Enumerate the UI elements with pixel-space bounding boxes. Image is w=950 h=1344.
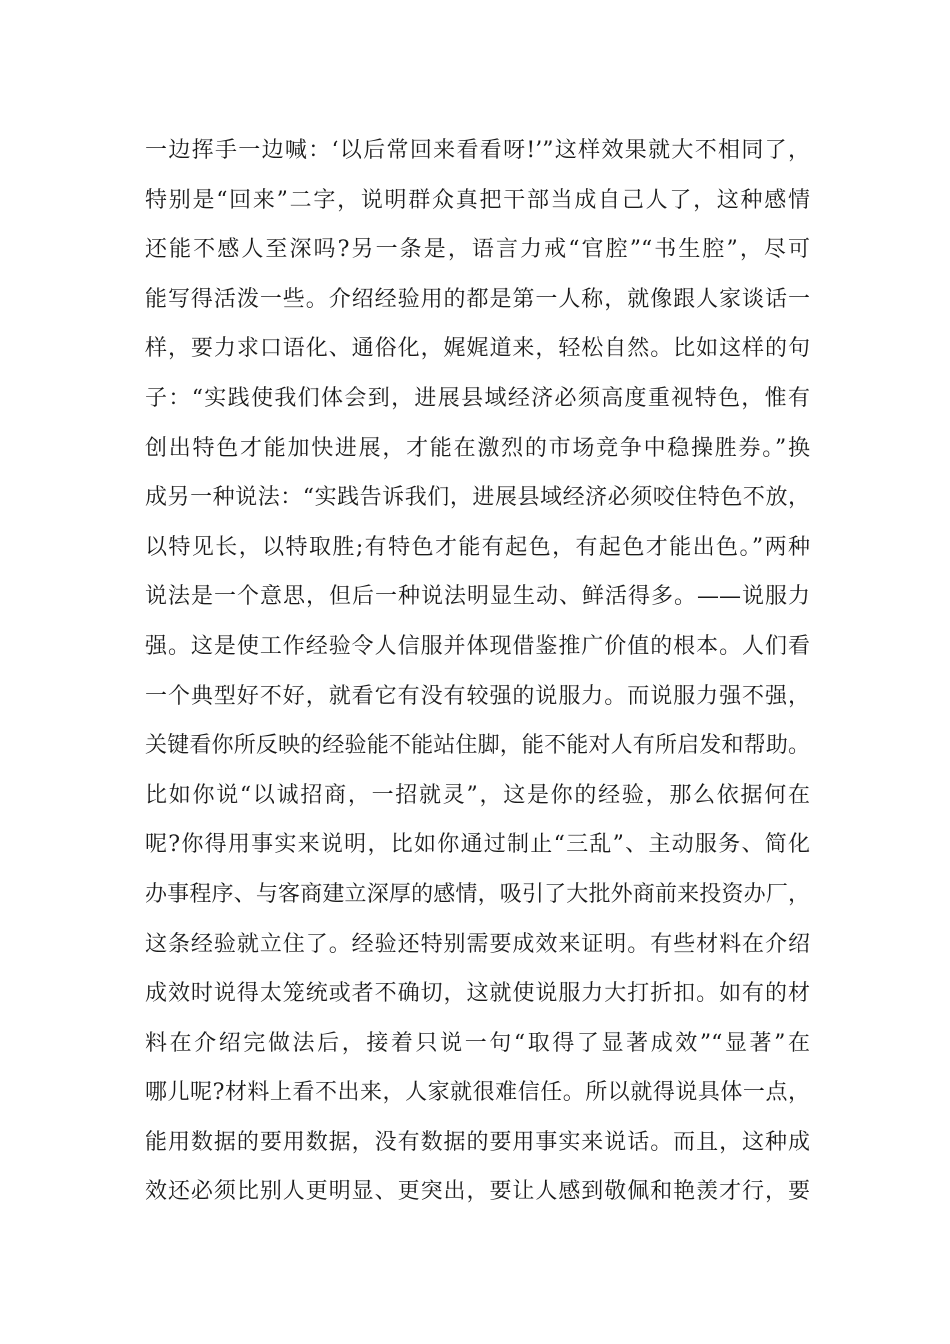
text-line: 这条经验就立住了。经验还特别需要成效来证明。有些材料在介绍: [145, 931, 810, 957]
text-line: 一边挥手一边喊：‘以后常回来看看呀!’”这样效果就大不相同了，: [145, 138, 810, 163]
text-line: 创出特色才能加快进展，才能在激烈的市场竞争中稳操胜券。”换: [145, 435, 810, 461]
text-line: 特别是“回来”二字，说明群众真把干部当成自己人了，这种感情: [145, 187, 810, 213]
text-line: 呢?你得用事实来说明，比如你通过制止“三乱”、主动服务、简化: [145, 832, 810, 858]
text-line: 比如你说“以诚招商，一招就灵”，这是你的经验，那么依据何在: [145, 782, 810, 808]
text-line: 办事程序、与客商建立深厚的感情，吸引了大批外商前来投资办厂，: [145, 881, 810, 907]
text-line: 还能不感人至深吗?另一条是，语言力戒“官腔”“书生腔”，尽可: [145, 237, 810, 263]
text-line: 一个典型好不好，就看它有没有较强的说服力。而说服力强不强，: [145, 683, 810, 709]
text-line: 关键看你所反映的经验能不能站住脚，能不能对人有所启发和帮助。: [145, 733, 810, 759]
text-line: 说法是一个意思，但后一种说法明显生动、鲜活得多。——说服力: [145, 584, 810, 610]
text-line: 效还必须比别人更明显、更突出，要让人感到敬佩和艳羡才行，要: [145, 1179, 810, 1205]
body-text: [145, 126, 810, 1217]
text-line: 能写得活泼一些。介绍经验用的都是第一人称，就像跟人家谈话一: [145, 286, 810, 312]
text-line: 料在介绍完做法后，接着只说一句“取得了显著成效”“显著”在: [145, 1030, 810, 1056]
text-line: 哪儿呢?材料上看不出来，人家就很难信任。所以就得说具体一点，: [145, 1080, 810, 1106]
text-line: 样，要力求口语化、通俗化，娓娓道来，轻松自然。比如这样的句: [145, 336, 810, 362]
text-line: 强。这是使工作经验令人信服并体现借鉴推广价值的根本。人们看: [145, 633, 810, 659]
text-line: 成效时说得太笼统或者不确切，这就使说服力大打折扣。如有的材: [145, 981, 810, 1007]
text-line: 以特见长，以特取胜;有特色才能有起色，有起色才能出色。”两种: [145, 534, 810, 560]
text-line: 成另一种说法：“实践告诉我们，进展县域经济必须咬住特色不放，: [145, 485, 810, 511]
text-line: 子：“实践使我们体会到，进展县域经济必须高度重视特色，惟有: [145, 385, 810, 411]
text-line: 能用数据的要用数据，没有数据的要用事实来说话。而且，这种成: [145, 1129, 810, 1155]
